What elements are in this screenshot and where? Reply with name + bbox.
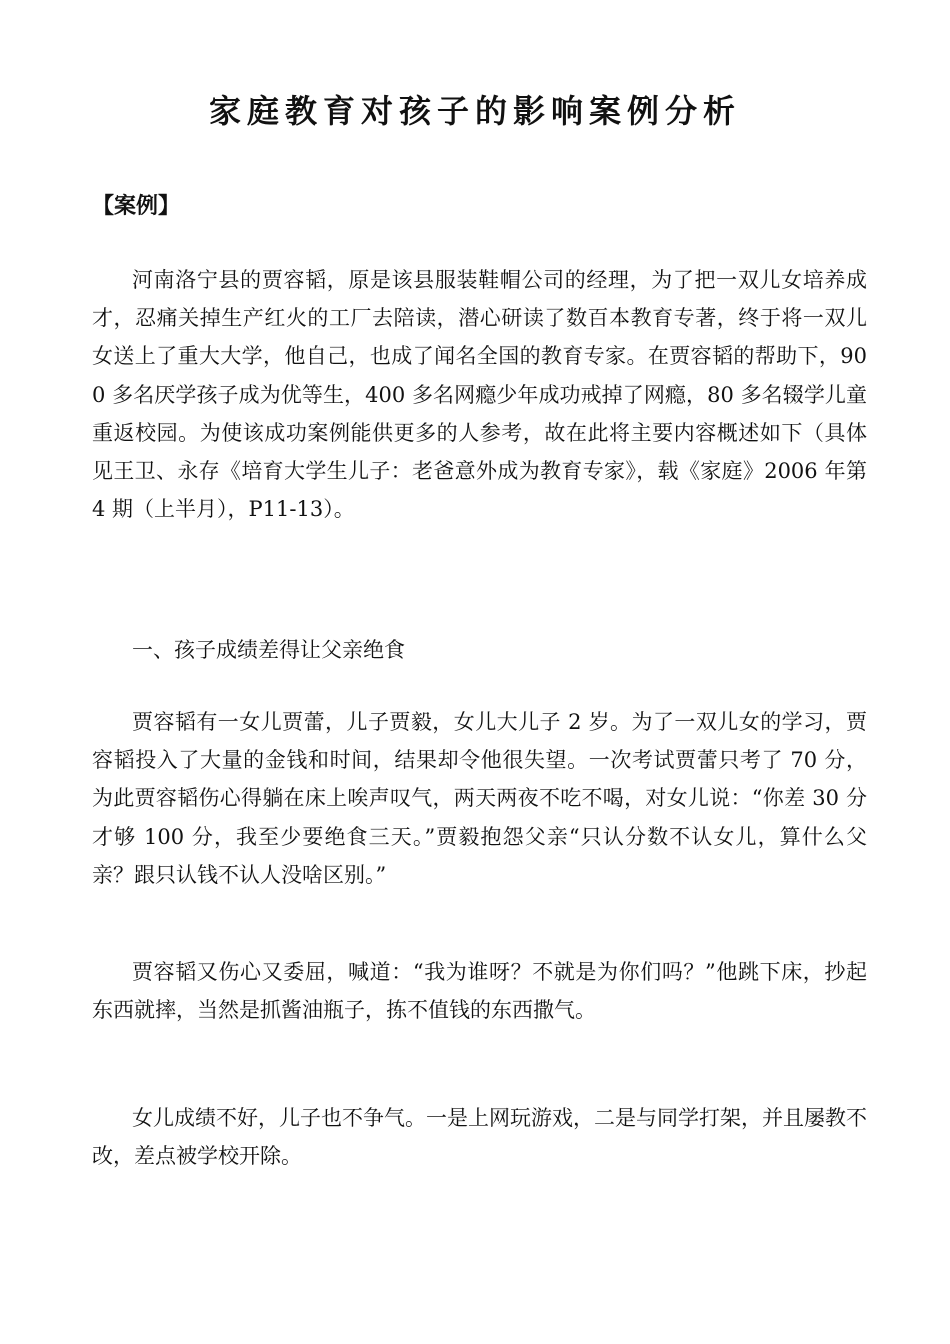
paragraph-intro: 河南洛宁县的贾容韬，原是该县服装鞋帽公司的经理，为了把一双儿女培养成才，忍痛关掉生产红火的工厂去陪读，潜心研读了数百本教育专著，终于将一双儿女送上了重大大学，他自己，也成了闻名全国的教育专家。在贾容韬的帮助下，900 多名厌学孩子成为优等生，400 多名网瘾少年成功戒掉了网瘾，80 多名辍学儿童重返校园。为使该成功案例能供更多的人参考，故在此将主要内容概述如下（具体见王卫、永存《培育大学生儿子：老爸意外成为教育专家》，载《家庭》2006 年第 4 期（上半月），P11-13）。 [92, 268, 867, 522]
paragraph-grades: 贾容韬有一女儿贾蕾，儿子贾毅，女儿大儿子 2 岁。为了一双儿女的学习，贾容韬投入了大量的金钱和时间，结果却令他很失望。一次考试贾蕾只考了 70 分，为此贾容韬伤心得躺在床上唉声叹气，两天两夜不吃不喝，对女儿说：“你差 30 分才够 100 分，我至少要绝食三天。”贾毅抱怨父亲“只认分数不认女儿，算什么父亲？跟只认钱不认人没啥区别。” [92, 710, 867, 887]
case-label: 【案例】 [92, 193, 181, 219]
paragraph-anger: 贾容韬又伤心又委屈，喊道：“我为谁呀？不就是为你们吗？”他跳下床，抄起东西就摔，当然是抓酱油瓶子，拣不值钱的东西撒气。 [92, 960, 867, 1023]
document-title: 家庭教育对孩子的影响案例分析 [208, 92, 741, 130]
section-heading-1: 一、孩子成绩差得让父亲绝食 [132, 638, 405, 662]
paragraph-son: 女儿成绩不好，儿子也不争气。一是上网玩游戏，二是与同学打架，并且屡教不改，差点被学校开除。 [92, 1106, 867, 1169]
